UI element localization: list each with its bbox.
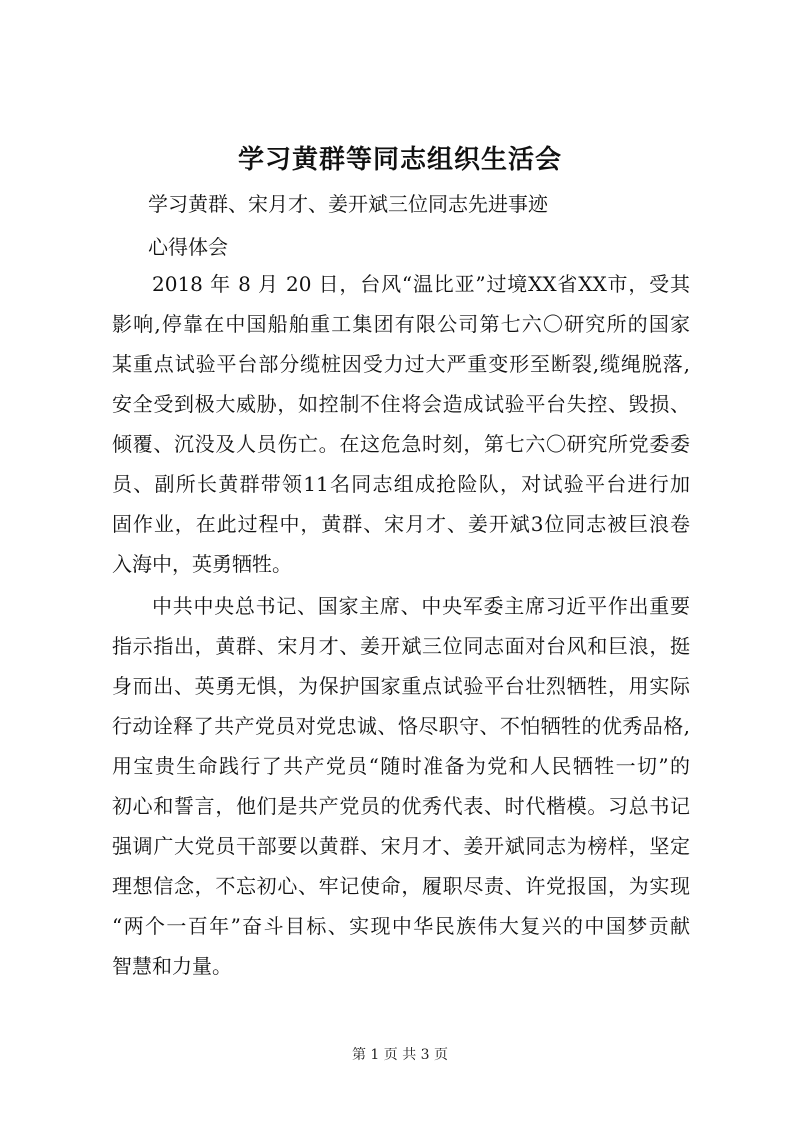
page-number-label: 第 1 页 共 3 页 xyxy=(351,1047,449,1063)
paragraph-line: 身而出、英勇无惧，为保护国家重点试验平台壮烈牺牲，用实际 xyxy=(112,674,690,698)
paragraph-line: 指示指出，黄群、宋月才、姜开斌三位同志面对台风和巨浪，挺 xyxy=(112,634,690,658)
page-footer xyxy=(0,1045,800,1065)
paragraph-instructions xyxy=(112,590,690,990)
paragraph-line: 员、副所长黄群带领11名同志组成抢险队，对试验平台进行加 xyxy=(112,472,690,496)
document-title: 学习黄群等同志组织生活会 xyxy=(237,145,562,175)
paragraph-line: 倾覆、沉没及人员伤亡。在这危急时刻，第七六〇研究所党委委 xyxy=(112,432,690,456)
paragraph-line: 强调广大党员干部要以黄群、宋月才、姜开斌同志为榜样，坚定 xyxy=(112,834,690,858)
paragraph-line: 2018 年 8 月 20 日，台风“温比亚”过境XX省XX市，受其 xyxy=(152,272,690,296)
paragraph-line: 固作业，在此过程中，黄群、宋月才、姜开斌3位同志被巨浪卷 xyxy=(112,512,690,536)
document-subtitle: 学习黄群、宋月才、姜开斌三位同志先进事迹 xyxy=(148,192,548,216)
paragraph-line: 入海中，英勇牺牲。 xyxy=(112,552,292,576)
paragraph-line: 中共中央总书记、国家主席、中央军委主席习近平作出重要 xyxy=(152,594,690,618)
paragraph-line: “两个一百年”奋斗目标、实现中华民族伟大复兴的中国梦贡献 xyxy=(112,914,690,938)
paragraph-line: 初心和誓言，他们是共产党员的优秀代表、时代楷模。习总书记 xyxy=(112,794,690,818)
paragraph-line: 影响,停靠在中国船舶重工集团有限公司第七六〇研究所的国家 xyxy=(112,312,690,336)
document-subtitle-continued: 心得体会 xyxy=(148,235,228,259)
paragraph-line: 用宝贵生命践行了共产党员“随时准备为党和人民牺牲一切”的 xyxy=(112,754,690,778)
paragraph-line: 智慧和力量。 xyxy=(112,954,232,978)
paragraph-line: 理想信念，不忘初心、牢记使命，履职尽责、许党报国，为实现 xyxy=(112,874,690,898)
paragraph-line: 行动诠释了共产党员对党忠诚、恪尽职守、不怕牺牲的优秀品格, xyxy=(112,714,690,738)
paragraph-typhoon-event xyxy=(112,268,690,588)
paragraph-line: 安全受到极大威胁，如控制不住将会造成试验平台失控、毁损、 xyxy=(112,392,690,416)
paragraph-line: 某重点试验平台部分缆桩因受力过大严重变形至断裂,缆绳脱落, xyxy=(112,352,690,376)
